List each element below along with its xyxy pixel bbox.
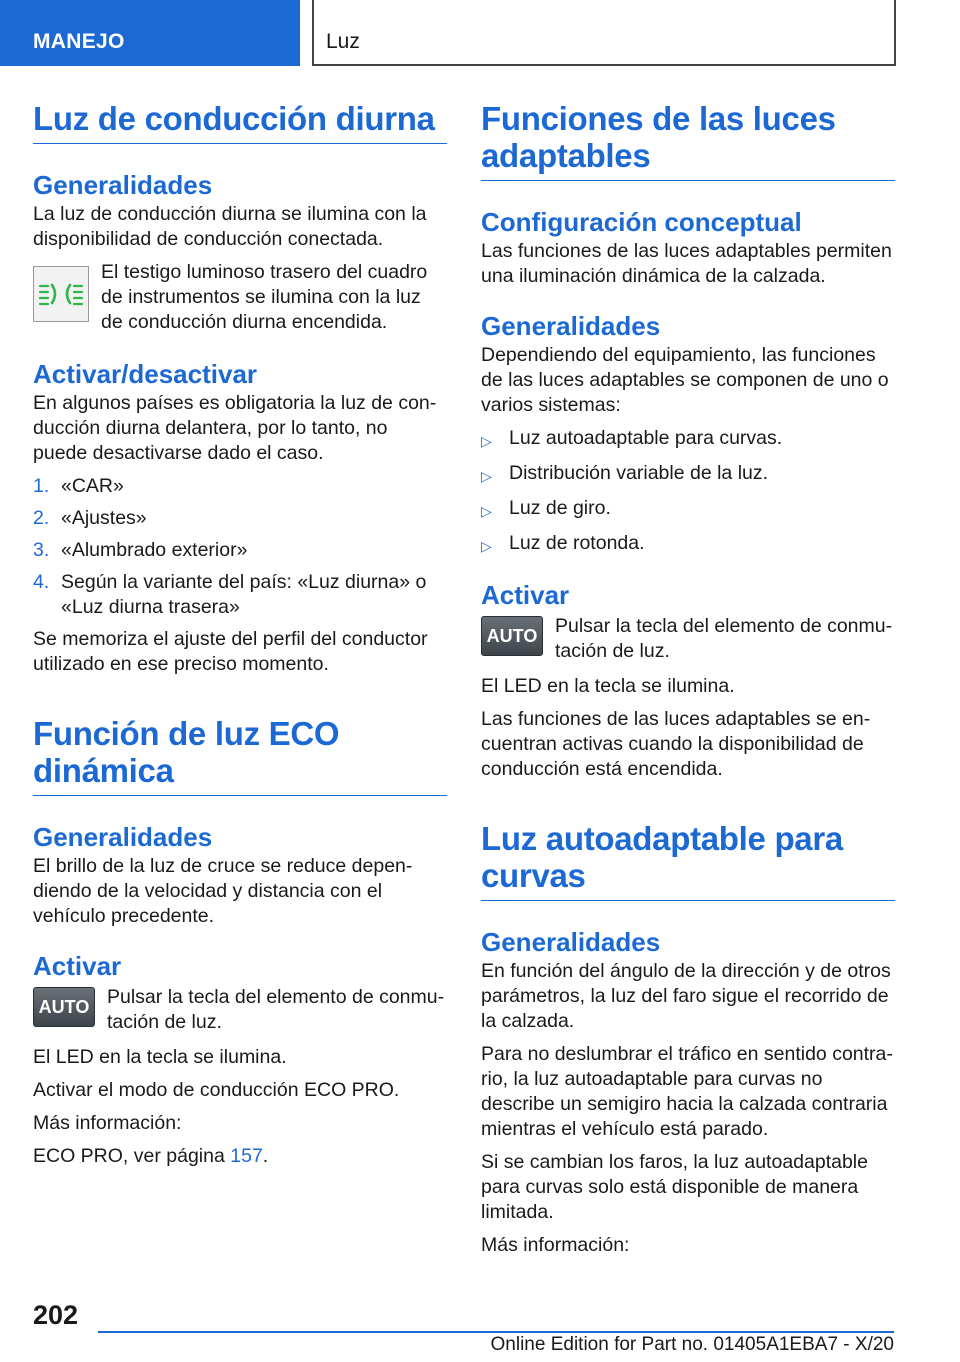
drl-toggle-text: En algunos países es obligatoria la luz de conducción diurna delantera, por lo tanto, no puede desactivarse dado el caso. bbox=[33, 392, 437, 464]
eco-more-info: Más información: bbox=[33, 1112, 182, 1134]
header-section-tab bbox=[0, 0, 300, 66]
list-item bbox=[33, 538, 447, 563]
auto-key-icon: AUTO bbox=[481, 616, 543, 656]
triangle-bullet-icon: ▷ bbox=[481, 538, 492, 554]
list-item bbox=[33, 570, 447, 620]
subheading-drl-toggle: Activar/desactivar bbox=[33, 359, 258, 389]
bullet-text: Luz de giro. bbox=[509, 497, 611, 519]
eco-ref-end: . bbox=[262, 1145, 269, 1167]
header-chapter-label: Luz bbox=[326, 30, 360, 53]
daytime-running-light-icon bbox=[33, 266, 89, 322]
page-link-157[interactable]: 157 bbox=[230, 1145, 263, 1167]
eco-ref-text: ECO PRO, ver página bbox=[33, 1145, 231, 1167]
step-number: 3. bbox=[33, 539, 50, 561]
curves-text-1: En función del ángulo de la dirección y de otros parámetros, la luz del faro sigue el recorrido de la calzada. bbox=[481, 960, 891, 1032]
subheading-adaptive-activate: Activar bbox=[481, 580, 570, 610]
eco-page-reference bbox=[33, 1144, 447, 1169]
adaptive-systems-list bbox=[481, 426, 895, 559]
curves-text-3: Si se cambian los faros, la luz autoadaptable para curvas solo está disponible de manera limitada. bbox=[481, 1151, 868, 1223]
step-number: 4. bbox=[33, 571, 50, 593]
eco-led-text: El LED en la tecla se ilumina. bbox=[33, 1046, 287, 1068]
footer-divider bbox=[98, 1331, 894, 1333]
auto-key-icon: AUTO bbox=[33, 987, 95, 1027]
drl-steps-list bbox=[33, 474, 447, 620]
triangle-bullet-icon: ▷ bbox=[481, 503, 492, 519]
subheading-curves-general: Generalidades bbox=[481, 927, 661, 957]
curves-text-2: Para no deslumbrar el tráfico en sentido contrario, la luz autoadaptable para curvas no describe un semigiro hacia la calzada contraria mientras el vehículo está parado. bbox=[481, 1043, 893, 1140]
header-chapter-tab bbox=[312, 0, 896, 66]
subheading-drl-general: Generalidades bbox=[33, 170, 213, 200]
list-item bbox=[33, 474, 447, 499]
bullet-text: Luz de rotonda. bbox=[509, 532, 645, 554]
step-number: 1. bbox=[33, 475, 50, 497]
header-section-label: MANEJO bbox=[33, 30, 125, 53]
drl-general-text: La luz de conducción diurna se ilumina con la disponibilidad de conducción conectada. bbox=[33, 203, 427, 250]
adaptive-active-text: Las funciones de las luces adaptables se encuentran activas cuando la disponibilidad de conducción está encendida. bbox=[481, 708, 871, 780]
list-item bbox=[481, 531, 895, 559]
heading-eco-light: Función de luz ECO dinámica bbox=[33, 715, 447, 796]
step-number: 2. bbox=[33, 507, 50, 529]
drl-profile-text: Se memoriza el ajuste del perfil del conductor utilizado en ese preciso momento. bbox=[33, 628, 428, 675]
left-column bbox=[33, 100, 447, 1177]
adaptive-general-text: Dependiendo del equipamiento, las funciones de las luces adaptables se componen de uno o varios sistemas: bbox=[481, 344, 889, 416]
curves-more-info: Más información: bbox=[481, 1234, 630, 1256]
heading-daytime-running-light: Luz de conducción diurna bbox=[33, 100, 447, 144]
list-item bbox=[33, 506, 447, 531]
concept-text: Las funciones de las luces adaptables permiten una iluminación dinámica de la calzada. bbox=[481, 240, 892, 287]
bullet-text: Distribución variable de la luz. bbox=[509, 462, 769, 484]
bullet-text: Luz autoadaptable para curvas. bbox=[509, 427, 783, 449]
adaptive-key-text: Pulsar la tecla del elemento de conmutación de luz. bbox=[555, 615, 893, 662]
eco-mode-text: Activar el modo de conducción ECO PRO. bbox=[33, 1079, 400, 1101]
heading-curve-light: Luz autoadaptable para curvas bbox=[481, 820, 895, 901]
list-item bbox=[481, 496, 895, 524]
eco-auto-key-row bbox=[33, 985, 447, 1035]
subheading-eco-general: Generalidades bbox=[33, 822, 213, 852]
list-item bbox=[481, 461, 895, 489]
subheading-adaptive-general: Generalidades bbox=[481, 311, 661, 341]
adaptive-auto-key-row bbox=[481, 614, 895, 664]
right-column bbox=[481, 100, 895, 1266]
footer-edition: Online Edition for Part no. 01405A1EBA7 - X/20 bbox=[490, 1334, 894, 1355]
subheading-eco-activate: Activar bbox=[33, 951, 122, 981]
eco-key-text: Pulsar la tecla del elemento de conmutación de luz. bbox=[107, 986, 445, 1033]
step-text: «CAR» bbox=[61, 475, 124, 497]
adaptive-led-text: El LED en la tecla se ilumina. bbox=[481, 675, 735, 697]
step-text: «Alumbrado exterior» bbox=[61, 539, 248, 561]
eco-general-text: El brillo de la luz de cruce se reduce dependiendo de la velocidad y distancia con el vehículo precedente. bbox=[33, 855, 413, 927]
drl-indicator-text: El testigo luminoso trasero del cuadro de instrumentos se ilumina con la luz de conducción diurna encendida. bbox=[101, 261, 428, 333]
subheading-concept: Configuración conceptual bbox=[481, 207, 802, 237]
heading-adaptive-lights: Funciones de las luces adaptables bbox=[481, 100, 895, 181]
step-text: Según la variante del país: «Luz diurna» o «Luz diurna trasera» bbox=[61, 571, 427, 618]
list-item bbox=[481, 426, 895, 454]
page-number: 202 bbox=[33, 1300, 79, 1330]
drl-indicator-row bbox=[33, 260, 447, 335]
triangle-bullet-icon: ▷ bbox=[481, 433, 492, 449]
triangle-bullet-icon: ▷ bbox=[481, 468, 492, 484]
step-text: «Ajustes» bbox=[61, 507, 147, 529]
